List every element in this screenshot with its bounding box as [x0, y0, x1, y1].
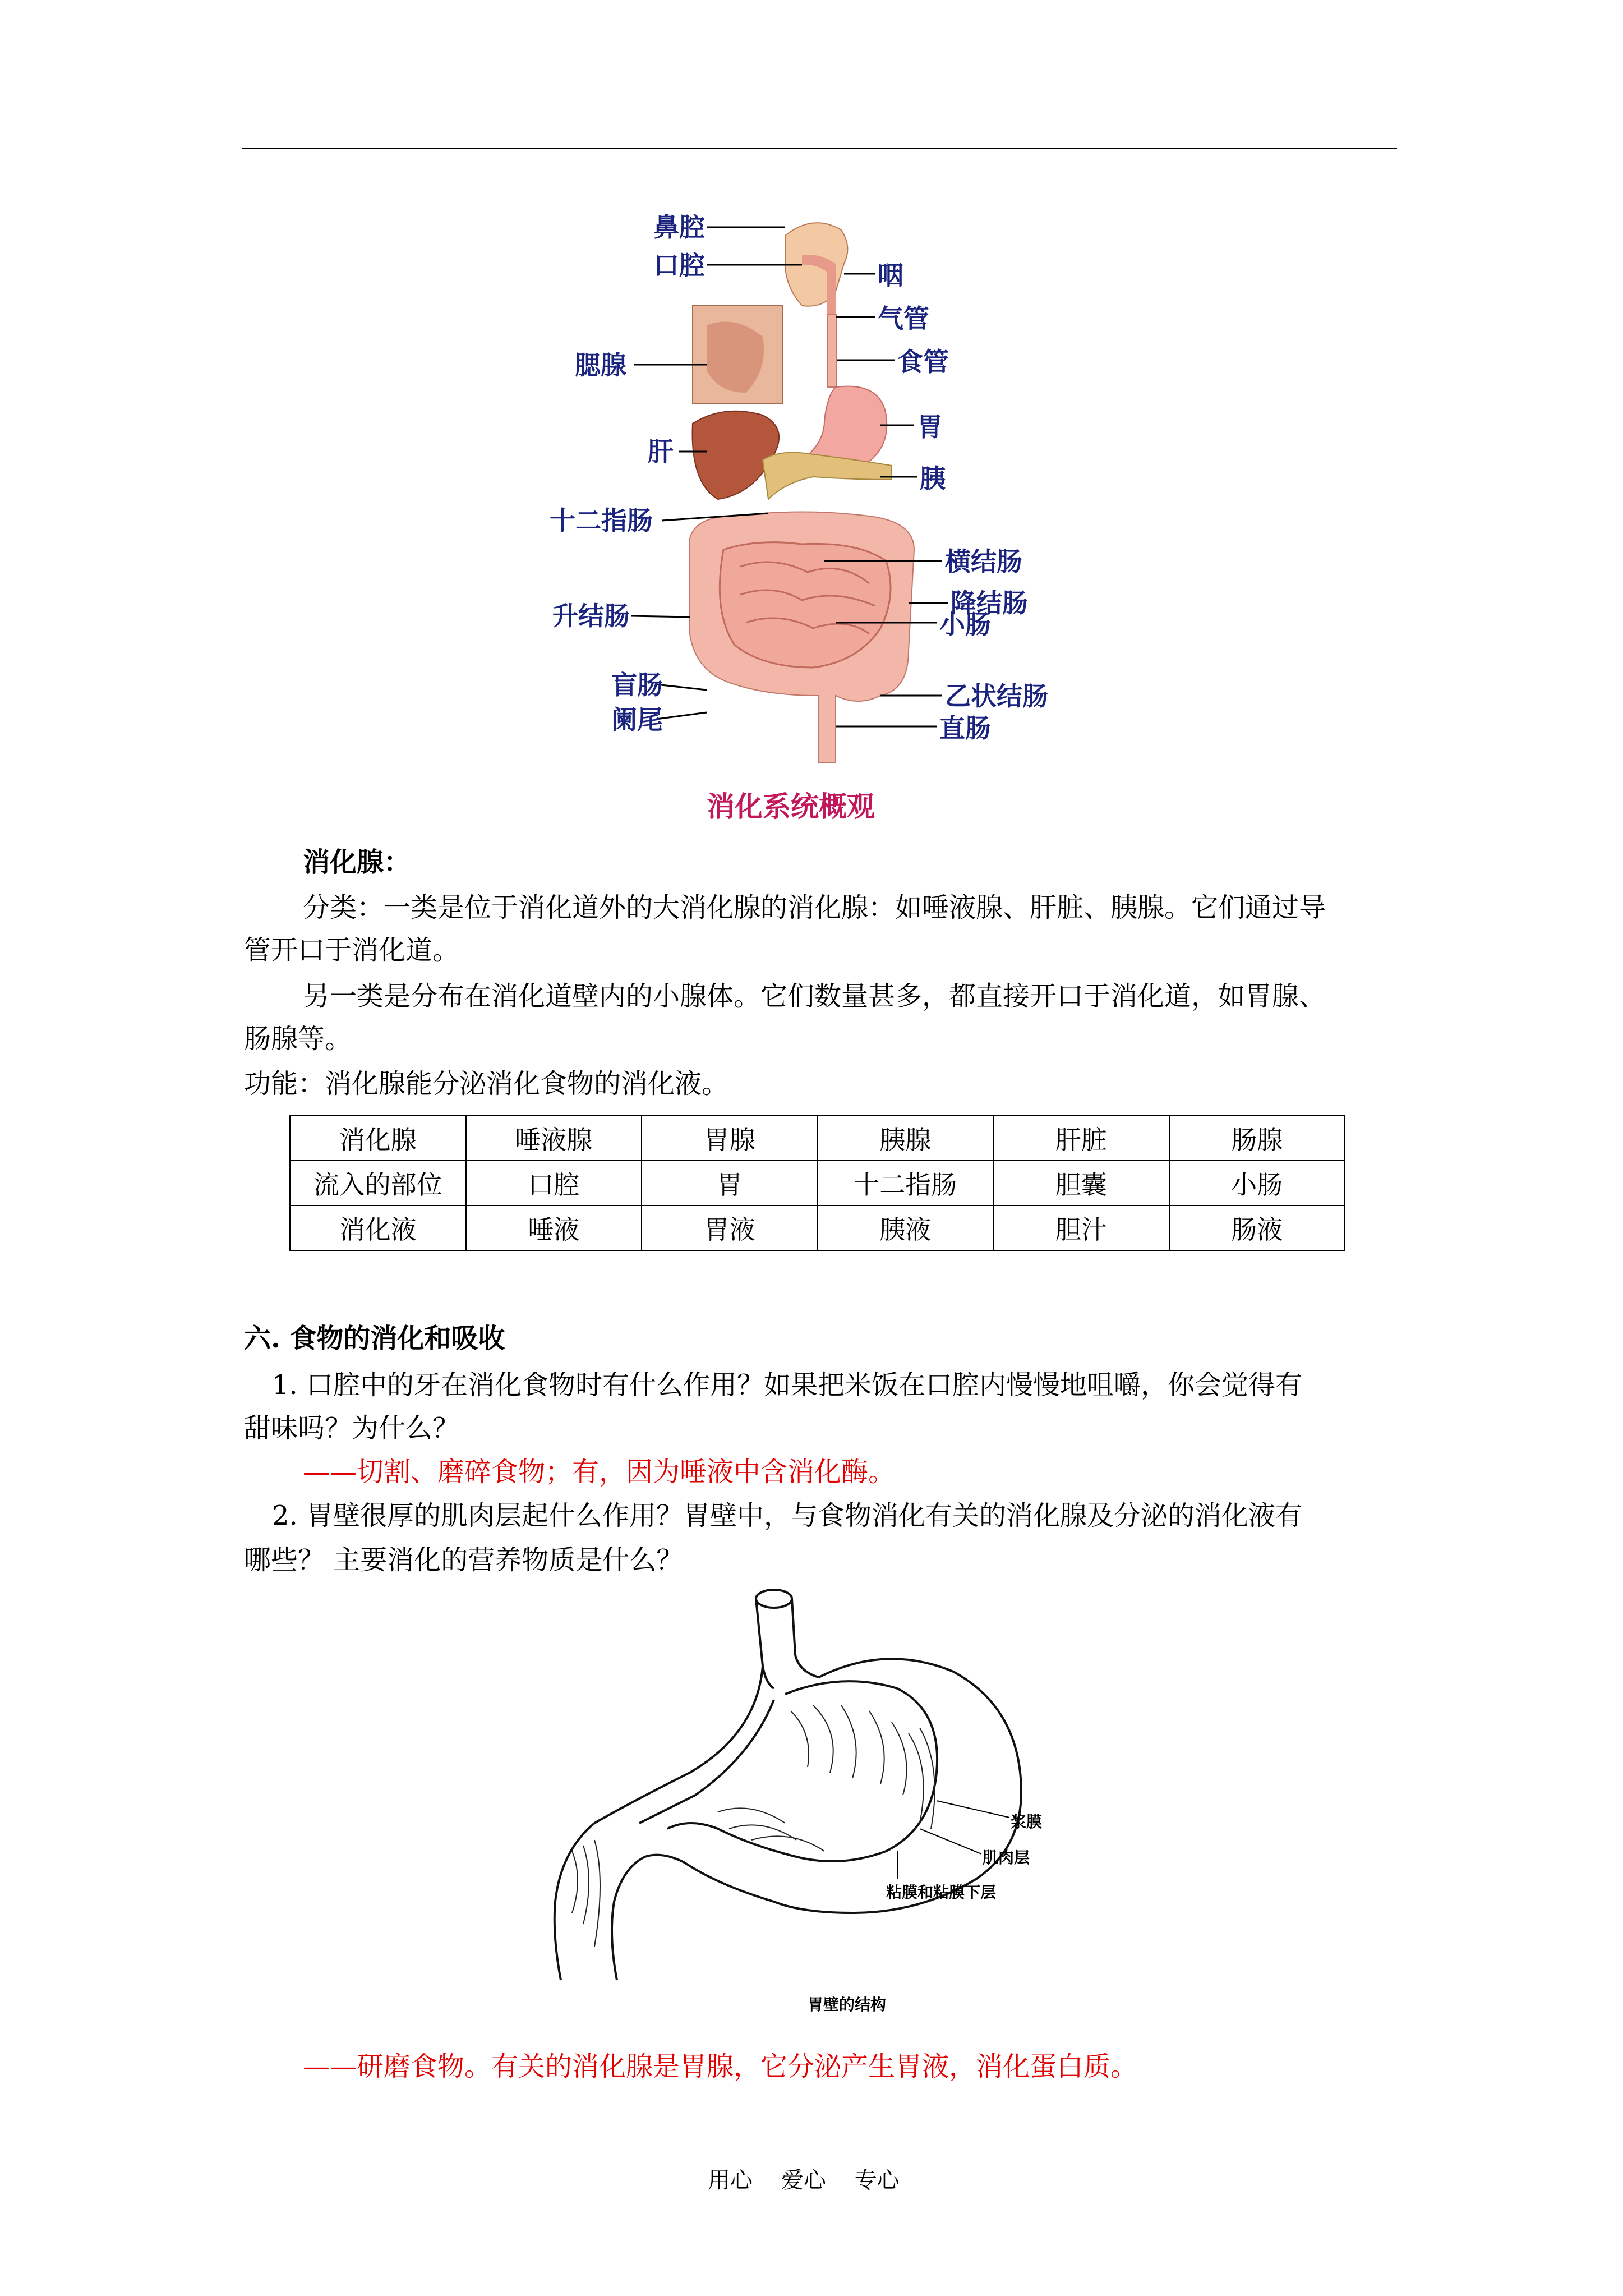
- table-cell: 胰腺: [818, 1116, 994, 1161]
- table-cell: 肠液: [1169, 1205, 1345, 1250]
- table-cell: 胆囊: [993, 1161, 1169, 1205]
- table-cell: 唾液: [466, 1205, 642, 1250]
- label-trachea: 气管: [878, 303, 929, 334]
- table-cell: 流入的部位: [290, 1161, 466, 1205]
- table-cell: 胃液: [642, 1205, 818, 1250]
- label-cecum: 盲肠: [611, 670, 663, 700]
- q1-line2: 甜味吗？为什么？: [244, 1412, 460, 1444]
- label-appendix: 阑尾: [611, 705, 663, 735]
- label-pancreas: 胰: [920, 463, 946, 494]
- table-cell: 唾液腺: [466, 1116, 642, 1161]
- label-nasal-cavity: 鼻腔: [653, 212, 705, 242]
- table-cell: 胆汁: [993, 1205, 1169, 1250]
- q1-line1: 1. 口腔中的牙在消化食物时有什么作用？如果把米饭在口腔内慢慢地咀嚼，你会觉得有: [272, 1369, 1303, 1401]
- label-pharynx: 咽: [878, 260, 903, 291]
- table-cell: 胃腺: [642, 1116, 818, 1161]
- label-rectum: 直肠: [939, 713, 991, 743]
- answer-2: ——研磨食物。有关的消化腺是胃腺，它分泌产生胃液，消化蛋白质。: [303, 2051, 1138, 2082]
- glands-para2-line2: 肠腺等。: [244, 1023, 352, 1055]
- table-row: [290, 1205, 1345, 1250]
- section-six-heading: 六. 食物的消化和吸收: [244, 1323, 505, 1354]
- label-serosa: 浆膜: [1011, 1812, 1043, 1831]
- answer-1: ——切割、磨碎食物；有，因为唾液中含消化酶。: [303, 1456, 896, 1488]
- label-stomach: 胃: [917, 412, 943, 442]
- figure1-caption: 消化系统概观: [707, 790, 875, 823]
- glands-heading: 消化腺：: [303, 846, 411, 878]
- label-oral-cavity: 口腔: [653, 250, 705, 280]
- label-parotid: 腮腺: [575, 350, 626, 380]
- label-transverse-colon: 横结肠: [945, 546, 1022, 577]
- table-cell: 胰液: [818, 1205, 994, 1250]
- glands-function: 功能：消化腺能分泌消化食物的消化液。: [244, 1068, 729, 1099]
- header-rule: [242, 148, 1397, 149]
- stomach-wall-illustration: [550, 1588, 1054, 2025]
- label-esophagus: 食管: [897, 347, 949, 377]
- table-row: [290, 1116, 1345, 1161]
- glands-para1-line1: 分类：一类是位于消化道外的大消化腺的消化腺：如唾液腺、肝脏、胰腺。它们通过导: [303, 892, 1326, 923]
- glands-para2-line1: 另一类是分布在消化道壁内的小腺体。它们数量甚多，都直接开口于消化道，如胃腺、: [303, 981, 1326, 1012]
- stomach-wall-figure: [550, 1588, 1054, 2025]
- table-cell: 消化腺: [290, 1116, 466, 1161]
- label-muscle-layer: 肌肉层: [983, 1848, 1030, 1867]
- label-small-intestine: 小肠: [939, 609, 991, 639]
- table-cell: 肠腺: [1169, 1116, 1345, 1161]
- q2-line1: 2. 胃壁很厚的肌肉层起什么作用？胃壁中，与食物消化有关的消化腺及分泌的消化液有: [272, 1500, 1303, 1531]
- label-liver: 肝: [648, 436, 674, 467]
- label-mucosa: 粘膜和粘膜下层: [886, 1883, 997, 1902]
- figure2-caption: 胃壁的结构: [808, 1995, 887, 2014]
- label-duodenum: 十二指肠: [550, 505, 653, 536]
- page-footer: 用心 爱心 专心: [708, 2168, 900, 2193]
- table-cell: 口腔: [466, 1161, 642, 1205]
- label-descending-colon: 降结肠: [951, 588, 1028, 618]
- table-row: [290, 1161, 1345, 1205]
- table-cell: 消化液: [290, 1205, 466, 1250]
- table-cell: 十二指肠: [818, 1161, 994, 1205]
- digestive-system-figure: [522, 202, 1099, 841]
- label-ascending-colon: 升结肠: [552, 601, 630, 631]
- table-cell: 小肠: [1169, 1161, 1345, 1205]
- table-cell: 胃: [642, 1161, 818, 1205]
- q2-line2: 哪些？ 主要消化的营养物质是什么？: [244, 1544, 684, 1576]
- glands-para1-line2: 管开口于消化道。: [244, 935, 460, 966]
- label-sigmoid-colon: 乙状结肠: [945, 681, 1048, 711]
- table-cell: 肝脏: [993, 1116, 1169, 1161]
- glands-table: [289, 1115, 1345, 1251]
